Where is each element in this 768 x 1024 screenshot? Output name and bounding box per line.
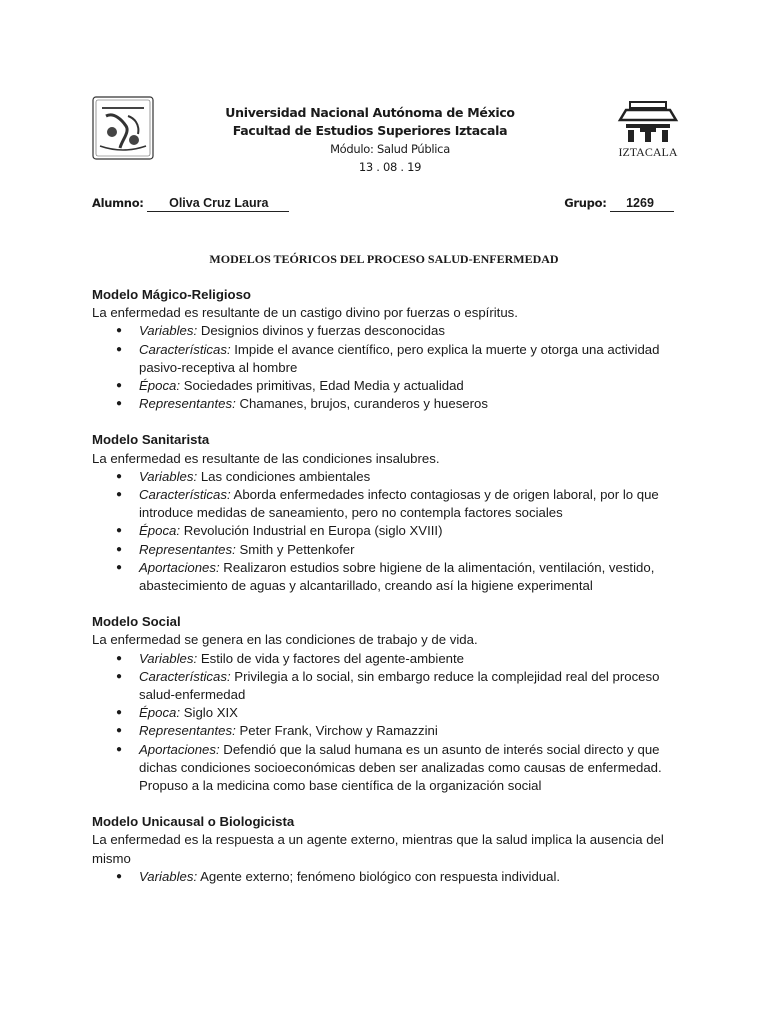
document-body (92, 286, 682, 904)
item-text: Siglo XIX (180, 705, 238, 721)
bullet-icon: ● (116, 743, 123, 755)
group-label: Grupo: (564, 196, 607, 210)
item-text: Sociedades primitivas, Edad Media y actualidad (180, 378, 464, 394)
bullet-icon: ● (116, 670, 123, 682)
item-key: Representantes: (139, 723, 236, 739)
student-name: Oliva Cruz Laura (147, 196, 289, 212)
item-text: Privilegia a lo social, sin embargo reduce la complejidad real del proceso salud-enfermedad (139, 668, 660, 703)
bullet-icon: ● (116, 470, 123, 482)
document-date: 13 . 08 . 19 (358, 160, 422, 174)
bullet-icon: ● (116, 561, 123, 573)
list-item (92, 522, 682, 540)
list-item (92, 868, 682, 886)
list-item (92, 377, 682, 395)
item-text: Defendió que la salud humana es un asunto de interés social directo y que dichas condiciones socioeconómicas deben ser analizadas como causas de enfermedad. Propuso a la medicina como base científica de la organización social (139, 741, 662, 794)
list-item (92, 395, 682, 413)
item-key: Aportaciones: (139, 741, 220, 757)
item-text: Impide el avance científico, pero explica la muerte y otorga una actividad pasivo-receptiva al hombre (139, 341, 660, 375)
item-key: Variables: (139, 468, 198, 484)
section-intro: La enfermedad es resultante de un castigo divino por fuerzas o espíritus. (92, 305, 518, 321)
bullet-icon: ● (116, 725, 123, 737)
list-item (92, 650, 682, 668)
university-name: Universidad Nacional Autónoma de México (225, 105, 515, 120)
section-intro: La enfermedad se genera en las condiciones de trabajo y de vida. (92, 632, 478, 648)
bullet-icon: ● (116, 543, 123, 555)
item-text: Smith y Pettenkofer (235, 541, 355, 557)
list-item (92, 741, 682, 796)
group-value: 1269 (610, 196, 674, 212)
item-key: Variables: (139, 650, 198, 666)
faculty-name: Facultad de Estudios Superiores Iztacala (232, 123, 508, 138)
item-key: Variables: (139, 868, 198, 884)
group-field (564, 196, 674, 212)
model-section (92, 431, 682, 595)
item-key: Características: (139, 487, 231, 503)
section-heading: Modelo Social (92, 614, 181, 630)
list-item (92, 322, 682, 340)
model-section (92, 813, 682, 886)
item-key: Época: (139, 523, 181, 539)
student-info (92, 196, 682, 216)
item-key: Época: (139, 705, 181, 721)
section-intro: La enfermedad es resultante de las condiciones insalubres. (92, 450, 440, 466)
section-list (92, 322, 682, 413)
iztacala-logo-icon (614, 98, 682, 160)
bullet-icon: ● (116, 652, 123, 664)
item-text: Aborda enfermedades infecto contagiosas y de origen laboral, por lo que introduce medidas de saneamiento, pero no contempla factores sociales (139, 487, 659, 521)
iztacala-logo-text: IZTACALA (618, 145, 678, 159)
section-list (92, 650, 682, 796)
bullet-icon: ● (116, 525, 123, 537)
student-field (92, 196, 289, 212)
list-item (92, 541, 682, 559)
list-item (92, 668, 682, 704)
bullet-icon: ● (116, 325, 123, 337)
document-header (0, 0, 768, 180)
bullet-icon: ● (116, 489, 123, 501)
section-heading: Modelo Unicausal o Biologicista (92, 814, 295, 830)
section-intro: La enfermedad es la respuesta a un agente externo, mientras que la salud implica la ausencia del mismo (92, 832, 664, 866)
item-key: Representantes: (139, 396, 236, 412)
item-text: Revolución Industrial en Europa (siglo XVIII) (180, 523, 443, 539)
student-label: Alumno: (92, 196, 144, 210)
list-item (92, 486, 682, 522)
section-heading: Modelo Mágico-Religioso (92, 287, 251, 302)
item-key: Variables: (139, 323, 198, 339)
item-key: Época: (139, 378, 181, 394)
bullet-icon: ● (116, 398, 123, 410)
model-section (92, 613, 682, 795)
list-item (92, 468, 682, 486)
module-name: Módulo: Salud Pública (330, 142, 450, 156)
item-key: Aportaciones: (139, 559, 220, 575)
section-list (92, 468, 682, 595)
document-title: MODELOS TEÓRICOS DEL PROCESO SALUD-ENFERMEDAD (209, 252, 559, 266)
header-text (180, 104, 600, 176)
item-text: Peter Frank, Virchow y Ramazzini (235, 723, 438, 739)
item-key: Características: (139, 668, 231, 684)
section-heading: Modelo Sanitarista (92, 432, 210, 448)
item-key: Representantes: (139, 541, 236, 557)
bullet-icon: ● (116, 870, 123, 882)
item-key: Características: (139, 341, 231, 357)
bullet-icon: ● (116, 707, 123, 719)
model-section (92, 286, 682, 413)
list-item (92, 704, 682, 722)
list-item (92, 722, 682, 740)
item-text: Estilo de vida y factores del agente-ambiente (197, 650, 464, 666)
item-text: Realizaron estudios sobre higiene de la alimentación, ventilación, vestido, abastecimiento de aguas y alcantarillado, creando así la higiene experimental (139, 559, 655, 594)
item-text: Chamanes, brujos, curanderos y hueseros (235, 396, 488, 412)
bullet-icon: ● (116, 380, 123, 392)
section-list (92, 868, 682, 886)
item-text: Designios divinos y fuerzas desconocidas (197, 323, 445, 339)
item-text: Las condiciones ambientales (197, 468, 371, 484)
list-item (92, 559, 682, 595)
list-item (92, 341, 682, 377)
bullet-icon: ● (116, 343, 123, 355)
item-text: Agente externo; fenómeno biológico con respuesta individual. (197, 868, 561, 884)
